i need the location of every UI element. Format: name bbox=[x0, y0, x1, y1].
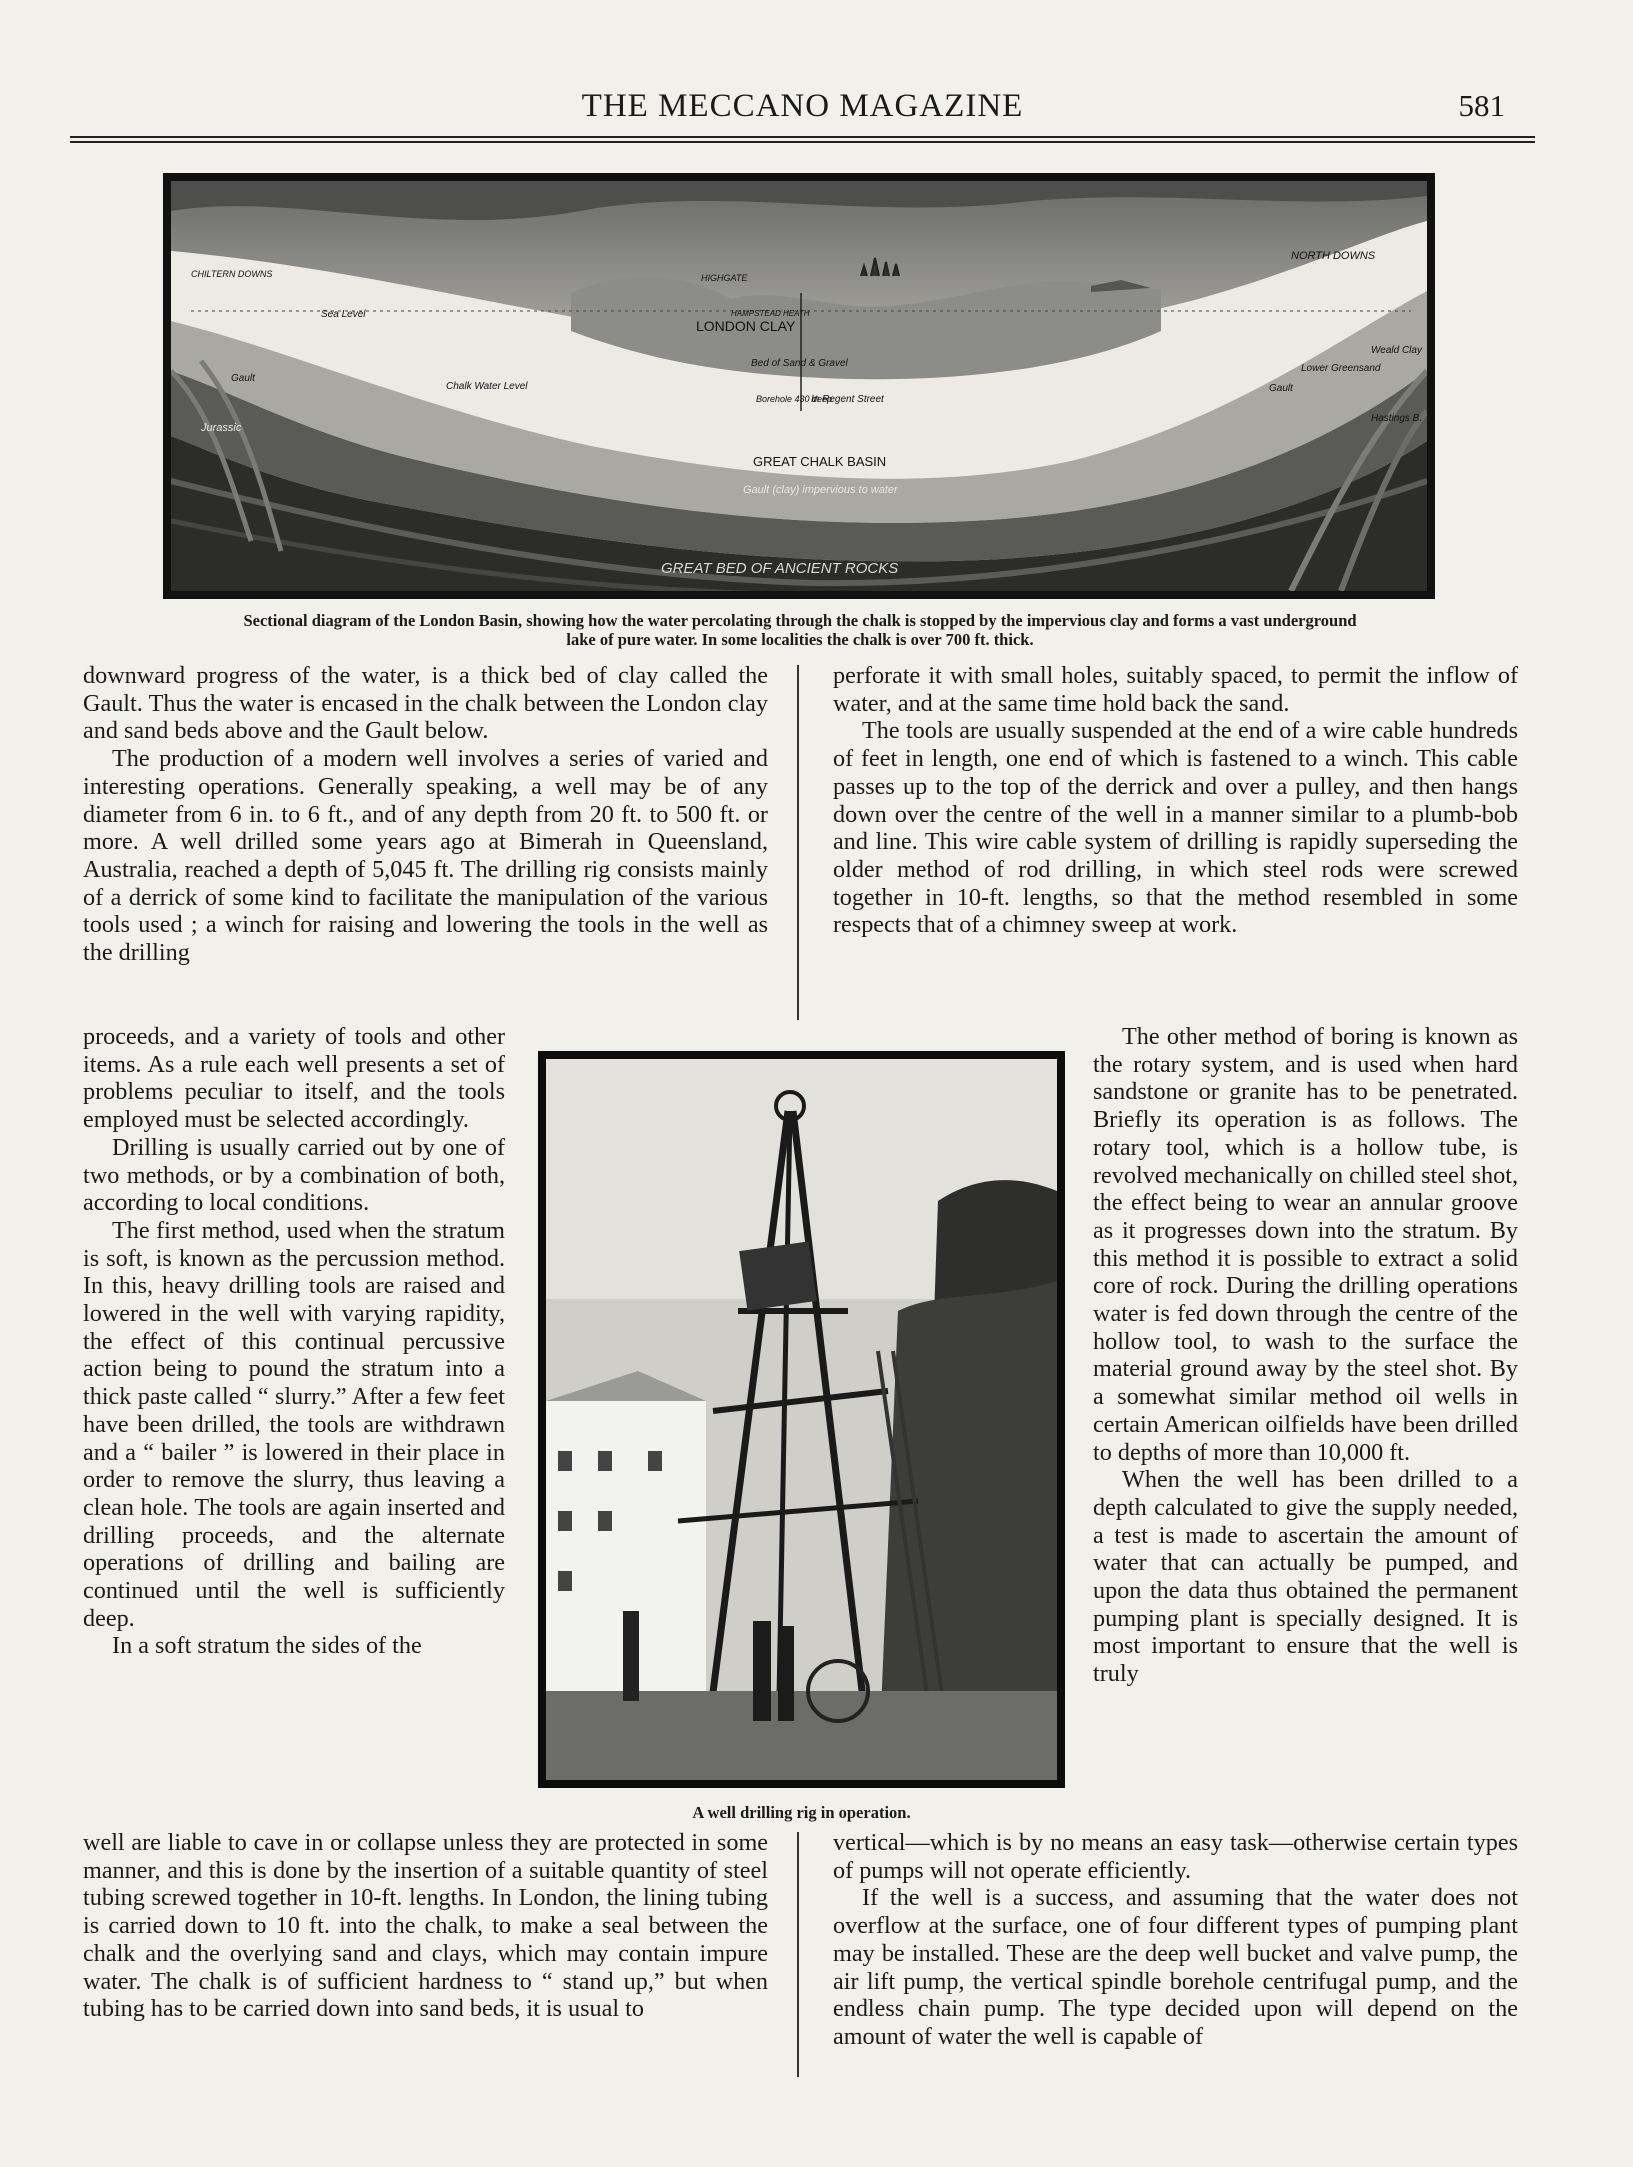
magazine-title: THE MECCANO MAGAZINE bbox=[581, 88, 1024, 124]
map-label-hastings: Hastings B. bbox=[1371, 413, 1423, 424]
basin-illustration bbox=[171, 181, 1427, 591]
right-column-bottom bbox=[833, 1829, 1518, 2051]
map-label-gault-left: Gault bbox=[231, 373, 255, 384]
header-rule-top bbox=[70, 136, 1535, 138]
map-label-great-chalk-basin: GREAT CHALK BASIN bbox=[753, 454, 887, 469]
left-column-narrow bbox=[83, 1023, 505, 1660]
map-label-gault-clay: Gault (clay) impervious to water bbox=[743, 484, 898, 496]
right-column-top bbox=[833, 662, 1518, 939]
map-label-lower-greensand: Lower Greensand bbox=[1301, 363, 1381, 374]
map-label-weald-clay: Weald Clay bbox=[1371, 345, 1422, 356]
london-basin-diagram bbox=[163, 173, 1435, 599]
map-label-chalk-water-level: Chalk Water Level bbox=[446, 381, 528, 392]
paragraph: The first method, used when the stratum is soft, is known as the percussion method. In this, heavy drilling tools are raised and lowered in the well with varying rapidity, the effect of this continual percussive action being to pound the stratum into a thick paste called “ slurry.” After a few feet have been drilled, the tools are withdrawn and a “ bailer ” is lowered in their place in order to remove the slurry, thus leaving a clean hole. The tools are again inserted and drilling proceeds, and the alternate operations of drilling and bailing are continued until the well is sufficiently deep. bbox=[83, 1216, 505, 1632]
paragraph: The other method of boring is known as the rotary system, and is used when hard sandstone or granite has to be penetrated. Briefly its operation is as follows. The rotary tool, which is a hollow tube, is revolved mechanically on chilled steel shot, the effect being to wear an annular groove as it progresses down into the stratum. By this method it is possible to extract a solid core of rock. During the drilling operations water is fed down through the centre of the hollow tool, to wash to the surface the material ground away by the steel shot. By a somewhat similar method oil wells in certain American oilfields have been drilled to depths of more than 10,000 ft. bbox=[1093, 1023, 1518, 1466]
diagram-caption bbox=[130, 611, 1470, 649]
map-label-borehole: Borehole 430 deep bbox=[756, 394, 833, 404]
right-column-narrow bbox=[1093, 1023, 1518, 1688]
paragraph: Drilling is usually carried out by one of two methods, or by a combination of both, according to local conditions. bbox=[83, 1133, 505, 1217]
paragraph: When the well has been drilled to a depth calculated to give the supply needed, a test is made to ascertain the amount of water that can actually be pumped, and upon the data thus obtained the permanent pumping plant is specially designed. It is most important to ensure that the well is truly bbox=[1093, 1466, 1518, 1688]
paragraph: perforate it with small holes, suitably spaced, to permit the inflow of water, and at the same time hold back the sand. bbox=[833, 662, 1518, 717]
map-label-sand-gravel: Bed of Sand & Gravel bbox=[751, 358, 848, 369]
page-header bbox=[70, 88, 1535, 128]
drilling-rig-photo bbox=[538, 1051, 1065, 1788]
map-label-gault-right: Gault bbox=[1269, 383, 1293, 394]
paragraph: downward progress of the water, is a thick bed of clay called the Gault. Thus the water is encased in the chalk between the London clay and sand beds above and the Gault below. bbox=[83, 662, 768, 745]
column-divider-bottom bbox=[797, 1832, 799, 2077]
paragraph: proceeds, and a variety of tools and other items. As a rule each well presents a set of problems peculiar to itself, and the tools employed must be selected accordingly. bbox=[83, 1023, 505, 1134]
photo-caption: A well drilling rig in operation. bbox=[692, 1803, 911, 1822]
paragraph: If the well is a success, and assuming that the water does not overflow at the surface, one of four different types of pumping plant may be installed. These are the deep well bucket and valve pump, the air lift pump, the vertical spindle borehole centrifugal pump, and the endless chain pump. The type decided upon will depend on the amount of water the well is capable of bbox=[833, 1884, 1518, 2050]
left-column-bottom bbox=[83, 1829, 768, 2023]
page-number: 581 bbox=[1458, 88, 1505, 123]
paragraph: The production of a modern well involves a series of varied and interesting operations. Generally speaking, a well may be of any diameter from 6 in. to 6 ft., and of any depth from 20 ft. to 500 ft. or more. A well drilled some years ago at Bimerah in Queensland, Australia, reached a depth of 5,045 ft. The drilling rig consists mainly of a derrick of some kind to facilitate the manipulation of the various tools used ; a winch for raising and lowering the tools in the well as the drilling bbox=[83, 745, 768, 967]
map-label-ancient-rocks: GREAT BED OF ANCIENT ROCKS bbox=[661, 560, 899, 577]
map-label-highgate: HIGHGATE bbox=[701, 273, 748, 283]
paragraph: The tools are usually suspended at the end of a wire cable hundreds of feet in length, one end of which is fastened to a winch. This cable passes up to the top of the derrick and over a pulley, and then hangs down over the centre of the well in a manner similar to a plumb-bob and line. This wire cable system of drilling is rapidly superseding the older method of rod drilling, in which steel rods were screwed together in 10-ft. lengths, so that the method resembled in some respects that of a chimney sweep at work. bbox=[833, 717, 1518, 939]
drilling-rig-image bbox=[538, 1051, 1065, 1788]
map-label-regent-street: In Regent Street bbox=[811, 394, 884, 405]
map-label-jurassic: Jurassic bbox=[201, 422, 242, 434]
left-column-top bbox=[83, 662, 768, 967]
diagram-caption-line1: Sectional diagram of the London Basin, showing how the water percolating through the chalk is stopped by the impervious clay and forms a vast underground bbox=[243, 611, 1357, 630]
paragraph: In a soft stratum the sides of the bbox=[112, 1632, 422, 1660]
column-divider-top bbox=[797, 665, 799, 1020]
header-rule-bottom bbox=[70, 141, 1535, 143]
map-label-london-clay: LONDON CLAY bbox=[696, 318, 796, 334]
paragraph: vertical—which is by no means an easy task—otherwise certain types of pumps will not operate efficiently. bbox=[833, 1829, 1518, 1884]
map-label-north-downs: NORTH DOWNS bbox=[1291, 250, 1376, 262]
diagram-caption-line2: lake of pure water. In some localities the chalk is over 700 ft. thick. bbox=[566, 630, 1034, 649]
map-label-sea-level: Sea Level bbox=[321, 309, 366, 320]
map-label-crest-left: CHILTERN DOWNS bbox=[191, 269, 273, 279]
paragraph: well are liable to cave in or collapse unless they are protected in some manner, and this is done by the insertion of a suitable quantity of steel tubing screwed together in 10-ft. lengths. In London, the lining tubing is carried down to 10 ft. into the chalk, to make a seal between the chalk and the overlying sand and clays, which may contain impure water. The chalk is of sufficient hardness to “ stand up,” but when tubing has to be carried down into sand beds, it is usual to bbox=[83, 1829, 768, 2023]
map-label-hampstead: HAMPSTEAD HEATH bbox=[731, 309, 810, 318]
